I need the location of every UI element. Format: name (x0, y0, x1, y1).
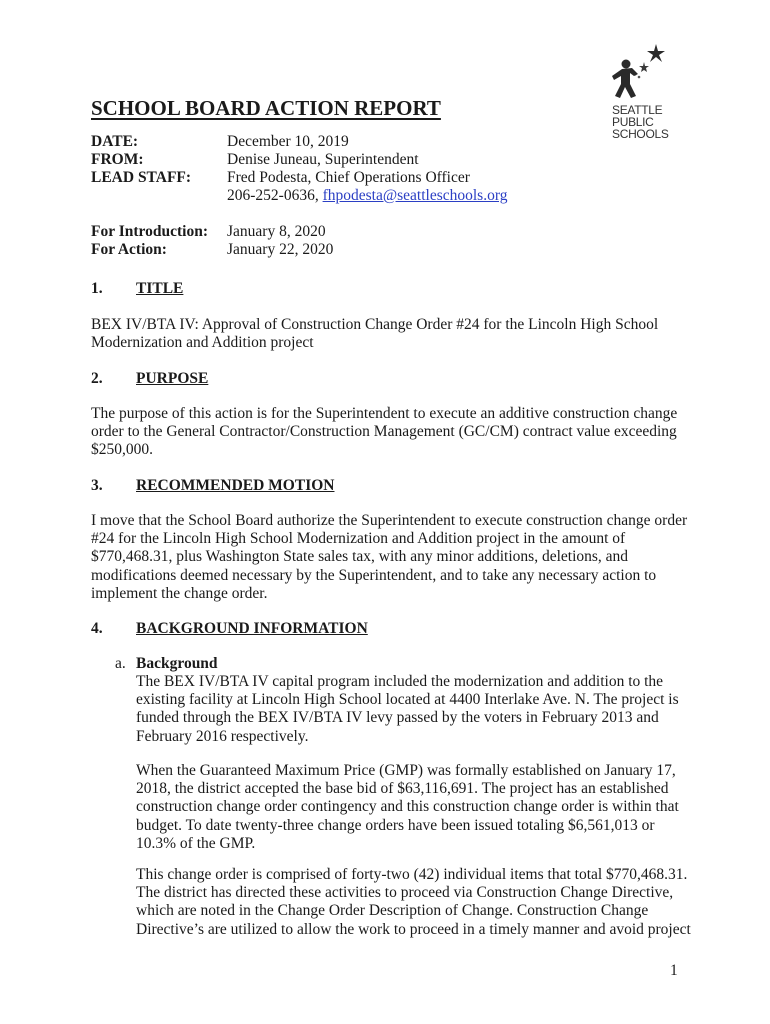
text-line: order to the General Contractor/Construction Management (GC/CM) contract value exceeding (91, 423, 677, 441)
section-title: RECOMMENDED MOTION (136, 477, 335, 494)
text-line: I move that the School Board authorize the Superintendent to execute construction change order (91, 512, 688, 529)
subsection-title: Background (136, 655, 218, 672)
section-3-text (91, 512, 691, 603)
from-label: FROM: (91, 151, 144, 168)
phone-text: 206-252-0636, (227, 187, 323, 204)
introduction-label: For Introduction: (91, 223, 208, 240)
background-paragraph-3 (136, 866, 696, 939)
section-title: TITLE (136, 280, 184, 297)
section-1-text (91, 316, 691, 352)
text-line: The purpose of this action is for the Superintendent to execute an additive construction change (91, 405, 678, 422)
text-line: budget. To date twenty-three change orders have been issued totaling $6,561,013 or (136, 816, 655, 834)
lead-staff-value: Fred Podesta, Chief Operations Officer (227, 169, 470, 186)
text-line: February 2016 respectively. (136, 727, 309, 745)
section-2-text (91, 405, 691, 460)
section-number: 4. (91, 620, 103, 637)
from-value: Denise Juneau, Superintendent (227, 151, 419, 168)
action-label: For Action: (91, 241, 167, 258)
report-title: SCHOOL BOARD ACTION REPORT (91, 96, 441, 120)
section-number: 2. (91, 370, 103, 387)
text-line: construction change order contingency and this construction change order is within that (136, 798, 679, 816)
text-line: #24 for the Lincoln High School Modernization and Addition project in the amount of (91, 530, 626, 548)
date-value: December 10, 2019 (227, 133, 349, 150)
section-title: BACKGROUND INFORMATION (136, 620, 368, 637)
section-title: PURPOSE (136, 370, 209, 387)
subsection-label: a. (115, 655, 126, 672)
text-line: existing facility at Lincoln High School located at 4400 Interlake Ave. N. The project is (136, 691, 679, 709)
lead-staff-label: LEAD STAFF: (91, 169, 192, 186)
text-line: funded through the BEX IV/BTA IV levy passed by the voters in February 2013 and (136, 709, 659, 727)
text-line: 2018, the district accepted the base bid of $63,116,691. The project has an established (136, 780, 669, 798)
contact-line (227, 187, 507, 205)
action-value: January 22, 2020 (227, 241, 334, 258)
background-paragraph-1 (136, 673, 696, 746)
introduction-value: January 8, 2020 (227, 223, 326, 240)
text-line: modifications deemed necessary by the Superintendent, and to take any necessary action to (91, 566, 657, 584)
text-line: which are noted in the Change Order Description of Change. Construction Change (136, 902, 649, 920)
text-line: The BEX IV/BTA IV capital program included the modernization and addition to the (136, 673, 664, 690)
section-number: 1. (91, 280, 103, 297)
text-line: BEX IV/BTA IV: Approval of Construction Change Order #24 for the Lincoln High School (91, 316, 659, 333)
logo-text-schools: SCHOOLS (612, 127, 669, 141)
text-line: implement the change order. (91, 584, 268, 602)
background-paragraph-2 (136, 762, 696, 853)
text-line: $250,000. (91, 441, 153, 459)
text-line: Directive’s are utilized to allow the work to proceed in a timely manner and avoid project (136, 920, 691, 938)
text-line: This change order is comprised of forty-two (42) individual items that total $770,468.31. (136, 866, 688, 883)
text-line: Modernization and Addition project (91, 334, 314, 352)
logo-text-seattle: SEATTLE (612, 103, 663, 117)
star-figure-icon (608, 44, 674, 108)
section-number: 3. (91, 477, 103, 494)
district-logo (608, 44, 674, 144)
email-link[interactable]: fhpodesta@seattleschools.org (322, 187, 508, 204)
logo-text-public: PUBLIC (612, 115, 654, 129)
text-line: The district has directed these activities to proceed via Construction Change Directive, (136, 884, 674, 902)
text-line: When the Guaranteed Maximum Price (GMP) was formally established on January 17, (136, 762, 676, 779)
page-number: 1 (670, 962, 678, 979)
text-line: 10.3% of the GMP. (136, 834, 256, 852)
date-label: DATE: (91, 133, 139, 150)
text-line: $770,468.31, plus Washington State sales tax, with any minor additions, deletions, and (91, 548, 629, 566)
